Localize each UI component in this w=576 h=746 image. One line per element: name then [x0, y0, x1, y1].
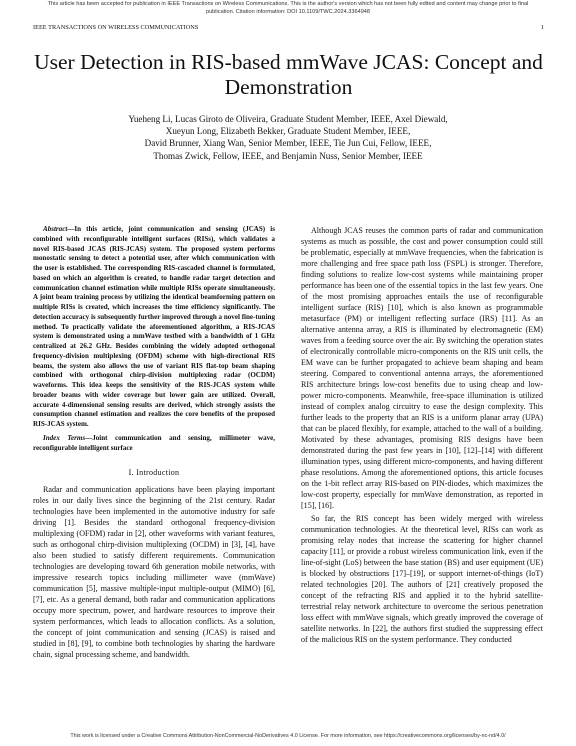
paper-title: User Detection in RIS-based mmWave JCAS: Concept and Demonstration — [34, 50, 543, 99]
journal-name: IEEE TRANSACTIONS ON WIRELESS COMMUNICATIONS — [33, 24, 199, 31]
right-column — [301, 225, 543, 645]
index-terms-label: Index Terms — [43, 433, 86, 442]
index-terms — [33, 434, 275, 454]
body-paragraph: Radar and communication applications have been playing important roles in our daily lives since the beginning of the 21st century. Radar technologies have been implemented in the automotive industry for safe driving [1]. Besides the standard orthogonal frequency-division multiplexing (OFDM) radar in [2], other waveforms with variant features, such as orthogonal chirp-division multiplexing (OCDM) in [3], [4], have also been studied to satisfy different requirements. Communication technologies are developing toward 6th generation mobile networks, with impressive research topics including millimeter wave (mmWave) communication [5], massive multiple-input multiple-output (MIMO) [6], [7], etc. As a general demand, both radar and communication applications occupy more spectrum, power, and hardware resources to improve their system performances, which leads to allocation conflicts. As a solution, the concept of joint communication and sensing (JCAS) is raised and studied in [8], [9], to combine both technologies by sharing the hardware chain, signal processing scheme, and bandwidth. — [33, 485, 275, 660]
author-line: Xueyun Long, Elizabeth Bekker, Graduate Student Member, IEEE, — [165, 126, 411, 137]
left-column — [33, 225, 275, 660]
author-line: David Brunner, Xiang Wan, Senior Member, IEEE, Tie Jun Cui, Fellow, IEEE, — [144, 138, 432, 149]
publication-notice: This article has been accepted for publication in IEEE Transactions on Wireless Communications. This is the author's version which has not been fully edited and content may change prior to final publication. Citation information: DOI 10.1109/TWC.2024.3364948 — [47, 1, 529, 15]
abstract-label: Abstract — [43, 225, 68, 233]
section-heading: I. Introduction — [128, 468, 180, 478]
author-line: Yueheng Li, Lucas Giroto de Oliveira, Graduate Student Member, IEEE, Axel Diewald, — [128, 114, 448, 124]
author-list — [60, 113, 516, 162]
author-line: Thomas Zwick, Fellow, IEEE, and Benjamin Nuss, Senior Member, IEEE — [153, 150, 423, 161]
abstract-text: —In this article, joint communication and sensing (JCAS) is combined with reconfigurable intelligent surfaces (RISs), which validates a novel RIS-based JCAS (RIS-JCAS) system. The proposed system performs monostatic sensing to detect a potential user, after which communication with the user is established. The corresponding RIS-cascaded channel is formulated, based on which an algorithm is created, to handle radar target detection and communication channel estimation while multiple RISs operate simultaneously. A joint beam training process by utilizing the identical beamforming pattern on multiple RISs is created, which increases the time efficiency significantly. The detection accuracy is subsequently further improved through a novel fine-tuning method. To practically validate the aforementioned algorithm, a RIS-JCAS system is demonstrated using a mmWave testbed with a bandwidth of 1 GHz centralized at 26.2 GHz. Besides combining the widely adopted orthogonal frequency-division multiplexing (OFDM) scheme with high-directional RIS beams, the system also allows the use of variant RIS flat-top beam shaping combined with orthogonal chirp-division multiplexing radar (OCDM) waveforms. This idea keeps the sensitivity of the RIS-JCAS system while broader beams with wider coverage but lower gain are utilized. Overall, accurate 4-dimensional sensing results are derived, which strongly assists the consumption channel estimation and realizes the core benefits of the proposed RIS-JCAS system. — [33, 225, 275, 428]
body-paragraph: So far, the RIS concept has been widely merged with wireless communication technologies. At the theoretical level, RISs can work as promising relay nodes that increase the scattering for higher channel capacity [11], or provide a robust wireless communication link, even if the line-of-sight (LoS) between the base station (BS) and user equipment (UE) is blocked by obstructions [17]–[19], or support internet-of-things (IoT) related technologies [20]. The authors of [21] creatively proposed the concept of the refracting RIS and applied it to the hybrid satellite-terrestrial relay network architecture to overcome the serious penetration loss effect with mmWave signals, which greatly improved the coverage of satellite networks. In [22], the authors first studied the suppressing effect of the malicious RIS on the system performance. They conducted — [301, 514, 543, 644]
index-terms-text: —Joint communication and sensing, millimeter wave, reconfigurable intelligent surface — [33, 433, 276, 452]
license-footer: This work is licensed under a Creative Commons Attribution-NonCommercial-NoDerivatives 4.0 License. For more information, see https://creativecommons.org/licenses/by-nc-nd/4.0/ — [70, 733, 506, 739]
page-number: 1 — [540, 24, 544, 31]
body-paragraph: Although JCAS reuses the common parts of radar and communication systems as much as possible, the cost and power consumption could still be problematic, especially at mmWave frequencies, when the fabrication is more challenging and free space path loss (FSPL) is stronger. Therefore, finding solutions to realize low-cost systems while maintaining proper performance has been one of the essential topics in the last few years. One of the most promising approaches entails the use of reconfigurable intelligent surface (RIS) [10], which is also known as programmable metasurface (PM) or intelligent reflecting surface (IRS) [11]. As an alternative antenna array, a RIS is illuminated by electromagnetic (EM) waves from a feeding source over the air. By switching the operation states of electronically controllable micro-components on the RIS unit cells, the EM wave can be further propagated to achieve beam shaping and beam steering. Compared to conventional antenna arrays, the aforementioned RIS architecture brings low-cost benefits due to using cheap and low-power micro-components. Meanwhile, free-space illumination is utilized instead of complex analog circuitry to ease the design complexity. This further leads to the property that an RIS is a uniform planar array (UPA) that can be placed flexibly, for example, attached to the wall of a building. Motivated by these advantages, promising RIS designs have been demonstrated during the past few years in [10], [12]–[14] with different illumination types, using different micro-components, and having different phase resolutions. Among the aforementioned options, this article focuses on the 1-bit reflect array RIS-based on PIN-diodes, which maximizes the low-cost property, especially for mmWave demonstration, as reported in [15], [16]. — [301, 226, 543, 510]
abstract — [33, 225, 275, 430]
